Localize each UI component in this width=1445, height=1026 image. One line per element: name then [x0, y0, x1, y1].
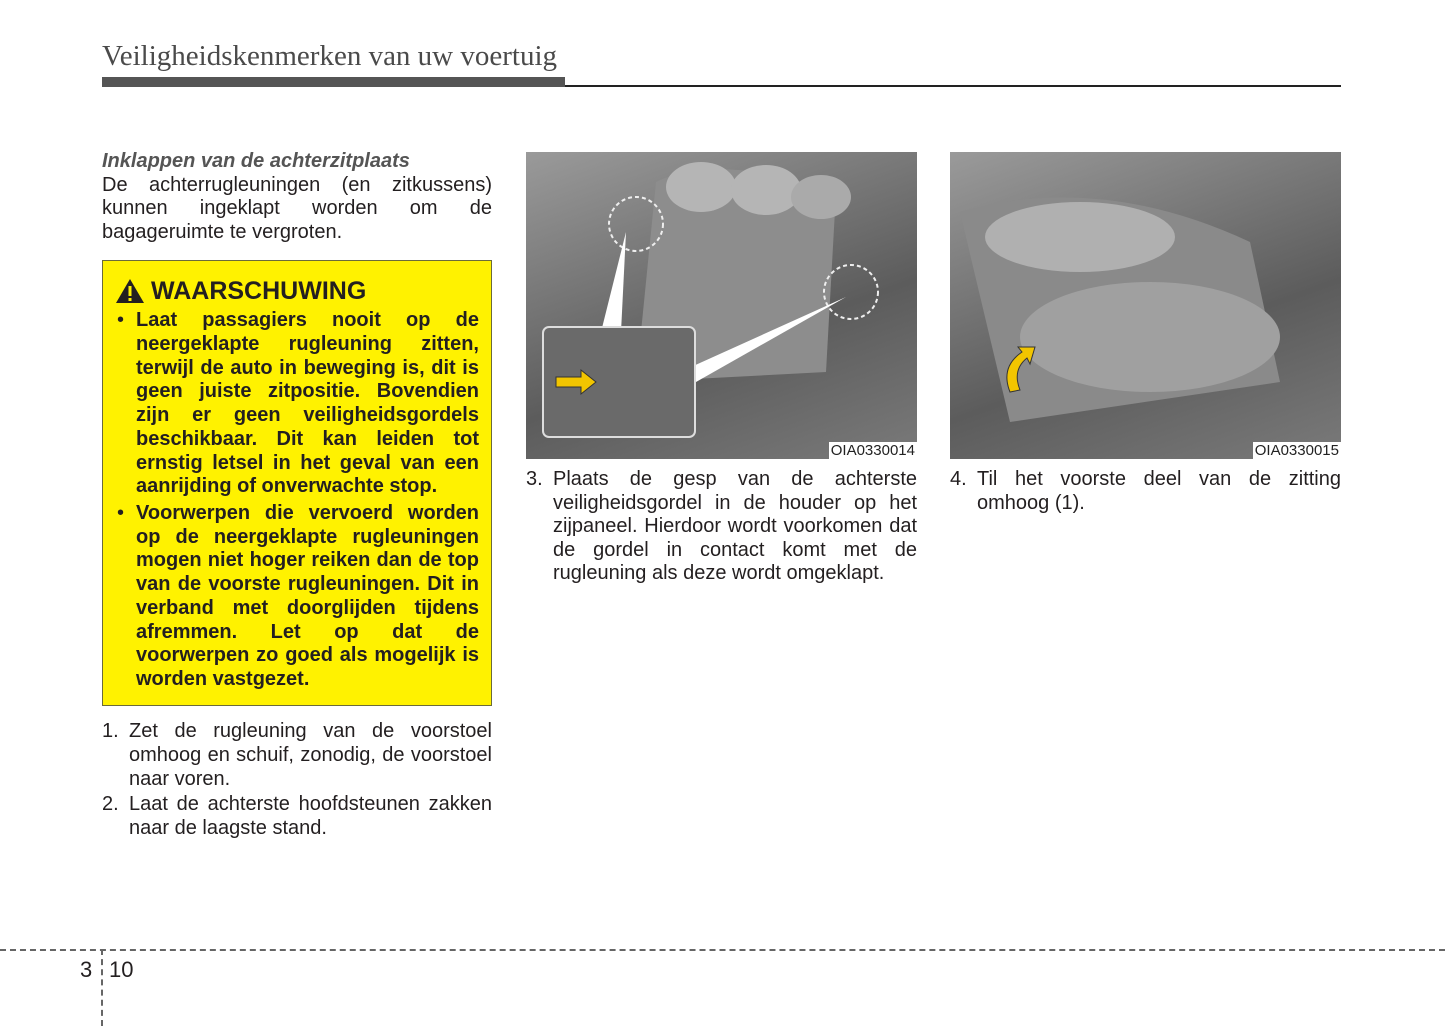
step-item [102, 793, 492, 840]
step-number: 3. [526, 468, 543, 490]
intro-paragraph: De achterrugleuningen (en zitkussens) kunnen ingeklapt worden om de bagageruimte te vergroten. [102, 173, 492, 243]
step-item [526, 468, 917, 586]
figure-code: OIA0330015 [1254, 442, 1339, 459]
page-header-title: Veiligheidskenmerken van uw voertuig [102, 40, 558, 72]
warning-title: WAARSCHUWING [151, 277, 367, 306]
section-subtitle: Inklappen van de achterzitplaats [102, 150, 410, 172]
step-number: 2. [102, 793, 119, 816]
step-item [102, 720, 492, 791]
figure-seatbelt-holder [526, 152, 917, 459]
warning-box [102, 260, 492, 706]
chapter-number: 3 [80, 957, 93, 982]
page-number: 10 [109, 957, 134, 982]
figure-seat-cushion [950, 152, 1341, 459]
footer-divider [0, 949, 1445, 951]
warning-heading [115, 275, 479, 307]
step-item [950, 468, 1341, 515]
step-number: 1. [102, 720, 119, 743]
step-text: Laat de achterste hoofdsteunen zakken naar de laagste stand. [129, 793, 492, 839]
warning-triangle-icon [115, 278, 145, 304]
warning-item: • Voorwerpen die vervoerd worden op de neergeklapte rugleuningen mogen niet hoger reiken dan de top van de voorste rugleuningen. Dit in verband met doorglijden tijdens afremmen. Let op dat de voorwerpen zo goed als mogelijk is worden vastgezet. [115, 502, 479, 692]
header-bar [102, 77, 565, 87]
step-number: 4. [950, 468, 967, 490]
step-text: Zet de rugleuning van de voorstoel omhoog en schuif, zonodig, de voorstoel naar voren. [129, 720, 492, 790]
step-text: Plaats de gesp van de achterste veiligheidsgordel in de houder op het zijpaneel. Hierdoor wordt voorkomen dat de gordel in contact komt met de rugleuning als deze wordt omgeklapt. [553, 468, 917, 585]
warning-item: • Laat passagiers nooit op de neergeklapte rugleuning zitten, terwijl de auto in beweging is, dit is geen juiste zitpositie. Bovendien zijn er geen veiligheidsgordels beschikbaar. Dit kan leiden tot ernstig letsel in het geval van een aanrijding of onverwachte stop. [115, 309, 479, 499]
header-rule [565, 85, 1341, 87]
left-column [102, 150, 492, 842]
footer-vertical-divider [101, 949, 103, 1026]
figure-code: OIA0330014 [830, 442, 915, 459]
step-text: Til het voorste deel van de zitting omhoog (1). [977, 468, 1341, 514]
